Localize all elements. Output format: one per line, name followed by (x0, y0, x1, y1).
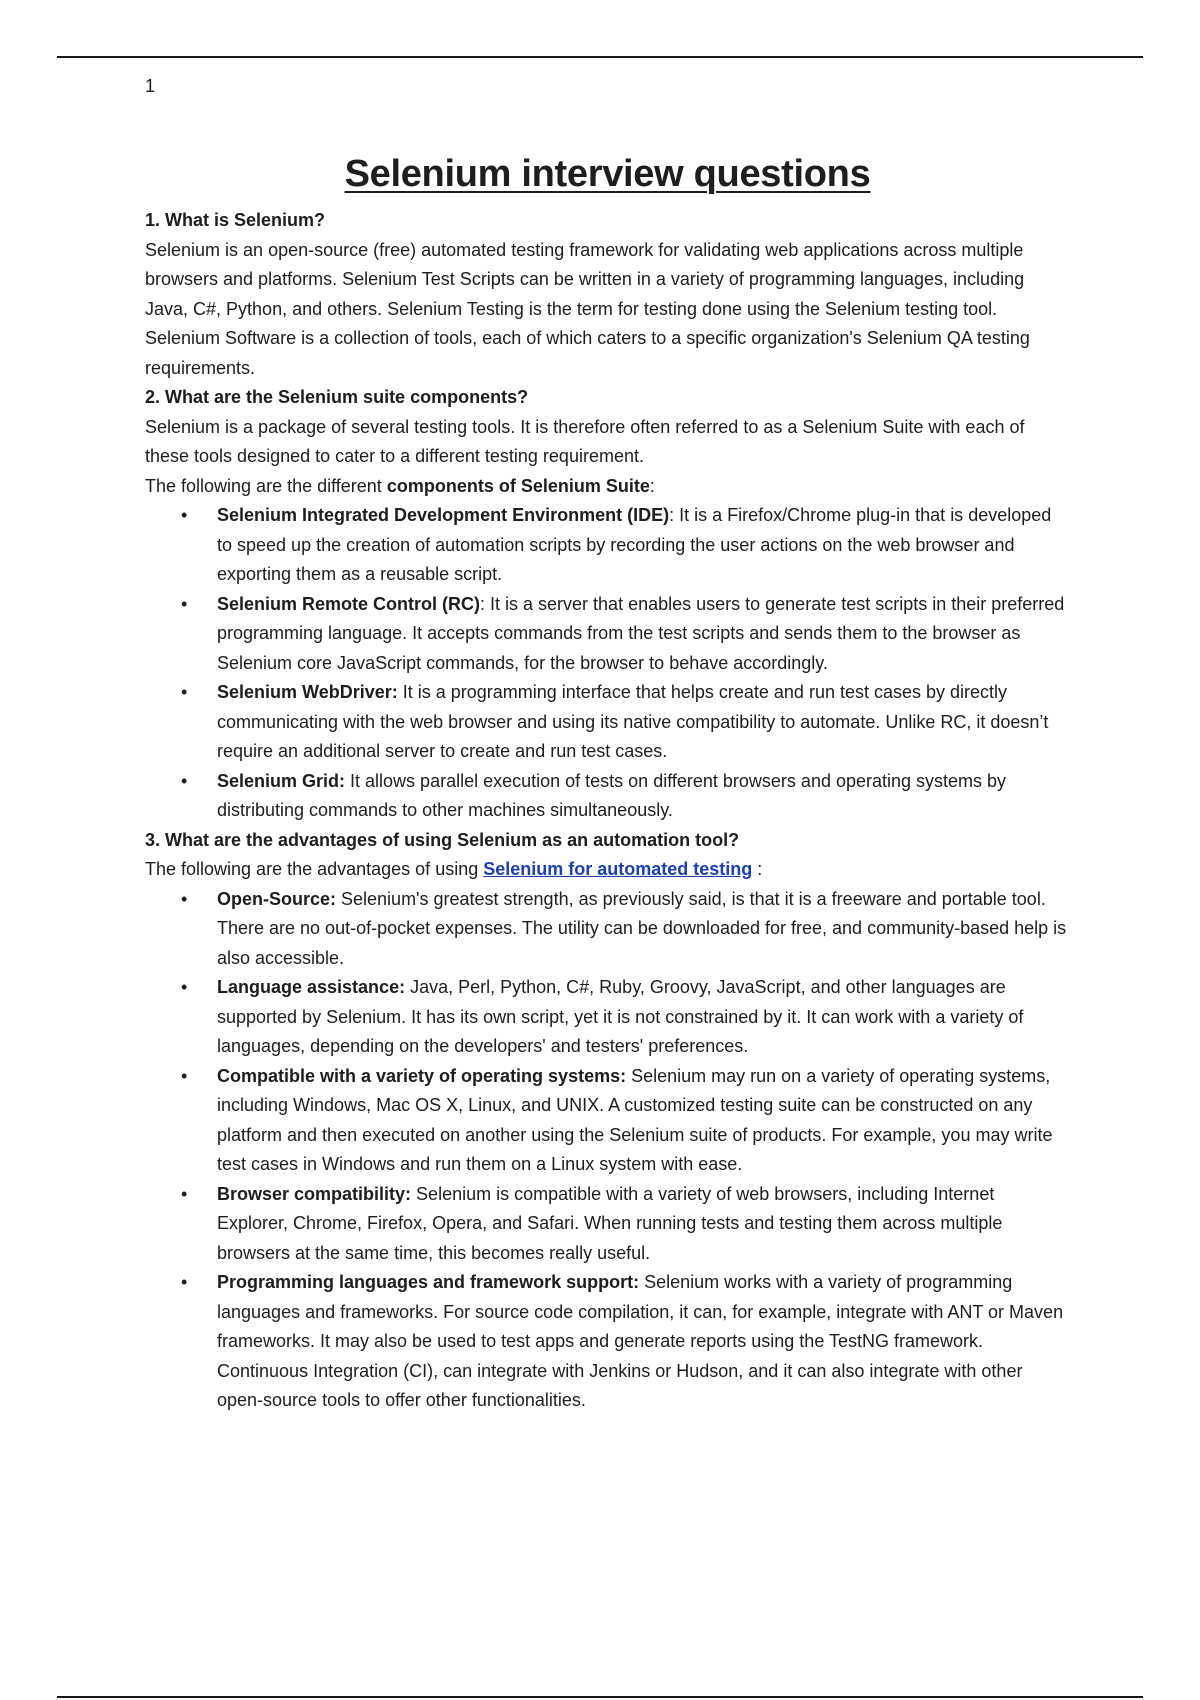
answer-1-paragraph-1: Selenium is an open-source (free) automated testing framework for validating web applications across multiple browsers and platforms. Selenium Test Scripts can be written in a variety of programming languages, including Java, C#, Python, and others. Selenium Testing is the term for testing done using the Selenium testing tool. (145, 239, 1025, 319)
list-item (217, 973, 1070, 1062)
question-3: 3. What are the advantages of using Selenium as an automation tool? (145, 829, 740, 850)
list-item (217, 678, 1070, 767)
list-item-term: Open-Source: (217, 888, 337, 909)
list-item-term: Selenium Remote Control (RC) (217, 593, 481, 614)
list-item-term: Selenium WebDriver: (217, 682, 398, 702)
answer-3-intro-prefix: The following are the advantages of using (145, 859, 484, 879)
list-item-text: It is a programming interface that helps create and run test cases by directly communicating with the web browser and using its native compatibility to automate. Unlike RC, it doesn’t require an additional server to create and run test cases. (217, 682, 1049, 761)
list-item-text: : It is a server that enables users to generate test scripts in their preferred programming language. It accepts commands from the test scripts and sends them to the browser as Selenium core JavaScript commands, for the browser to behave accordingly. (217, 593, 1065, 673)
list-item (217, 767, 1070, 826)
list-item-text: Selenium may run on a variety of operating systems, including Windows, Mac OS X, Linux, and UNIX. A customized testing suite can be constructed on any platform and then executed on another using the Selenium suite of products. For example, you may write test cases in Windows and run them on a Linux system with ease. (217, 1065, 1053, 1174)
suite-components-list (145, 501, 1070, 826)
answer-3-intro (145, 855, 1070, 885)
header-rule (57, 56, 1143, 58)
answer-2-paragraph-1: Selenium is a package of several testing tools. It is therefore often referred to as a Selenium Suite with each of these tools designed to cater to a different testing requirement. (145, 416, 1025, 466)
list-item-term: Language assistance: (217, 977, 406, 997)
answer-2-paragraph-2 (145, 472, 1070, 502)
answer-2-paragraph-2-prefix: The following are the different (145, 475, 387, 496)
list-item (217, 501, 1070, 590)
list-item-term: Selenium Integrated Development Environment (IDE) (217, 505, 670, 525)
list-item-term: Selenium Grid: (217, 770, 346, 791)
answer-2-paragraph-2-suffix: : (649, 475, 655, 496)
answer-1-paragraph-2: Selenium Software is a collection of tools, each of which caters to a specific organization's Selenium QA testing requirements. (145, 328, 1030, 378)
list-item (217, 1062, 1070, 1180)
list-item-text: Selenium works with a variety of programming languages and frameworks. For source code compilation, it can, for example, integrate with ANT or Maven frameworks. It may also be used to test apps and generate reports using the TestNG framework. Continuous Integration (CI), can integrate with Jenkins or Hudson, and it can also integrate with other open-source tools to offer other functionalities. (217, 1272, 1064, 1410)
answer-3-intro-suffix: : (752, 859, 763, 879)
list-item-term: Browser compatibility: (217, 1183, 412, 1204)
advantages-list (145, 885, 1070, 1416)
list-item (217, 1268, 1070, 1416)
list-item-term: Compatible with a variety of operating systems: (217, 1065, 627, 1086)
list-item-text: Selenium is compatible with a variety of web browsers, including Internet Explorer, Chrome, Firefox, Opera, and Safari. When running tests and testing them across multiple browsers at the same time, this becomes really useful. (217, 1183, 1003, 1263)
list-item-text: Java, Perl, Python, C#, Ruby, Groovy, JavaScript, and other languages are supported by Selenium. It has its own script, yet it is not constrained by it. It can work with a variety of languages, depending on the developers' and testers' preferences. (217, 977, 1024, 1056)
question-1: 1. What is Selenium? (145, 210, 326, 230)
page-number: 1 (145, 76, 156, 96)
document-title: Selenium interview questions (344, 153, 871, 195)
list-item (217, 1180, 1070, 1269)
selenium-automated-testing-link[interactable]: Selenium for automated testing (483, 859, 753, 879)
document-body (145, 150, 1070, 1416)
question-2: 2. What are the Selenium suite components? (145, 387, 529, 407)
footer-rule (57, 1696, 1143, 1698)
list-item-text: It allows parallel execution of tests on different browsers and operating systems by distributing commands to other machines simultaneously. (217, 770, 1007, 820)
list-item (217, 885, 1070, 974)
list-item-term: Programming languages and framework support: (217, 1272, 640, 1292)
list-item (217, 590, 1070, 679)
answer-2-paragraph-2-bold: components of Selenium Suite (386, 475, 650, 496)
list-item-text: Selenium's greatest strength, as previously said, is that it is a freeware and portable tool. There are no out-of-pocket expenses. The utility can be downloaded for free, and community-based help is also accessible. (217, 888, 1067, 968)
list-item-text: : It is a Firefox/Chrome plug-in that is developed to speed up the creation of automation scripts by recording the user actions on the web browser and exporting them as a reusable script. (217, 505, 1052, 584)
